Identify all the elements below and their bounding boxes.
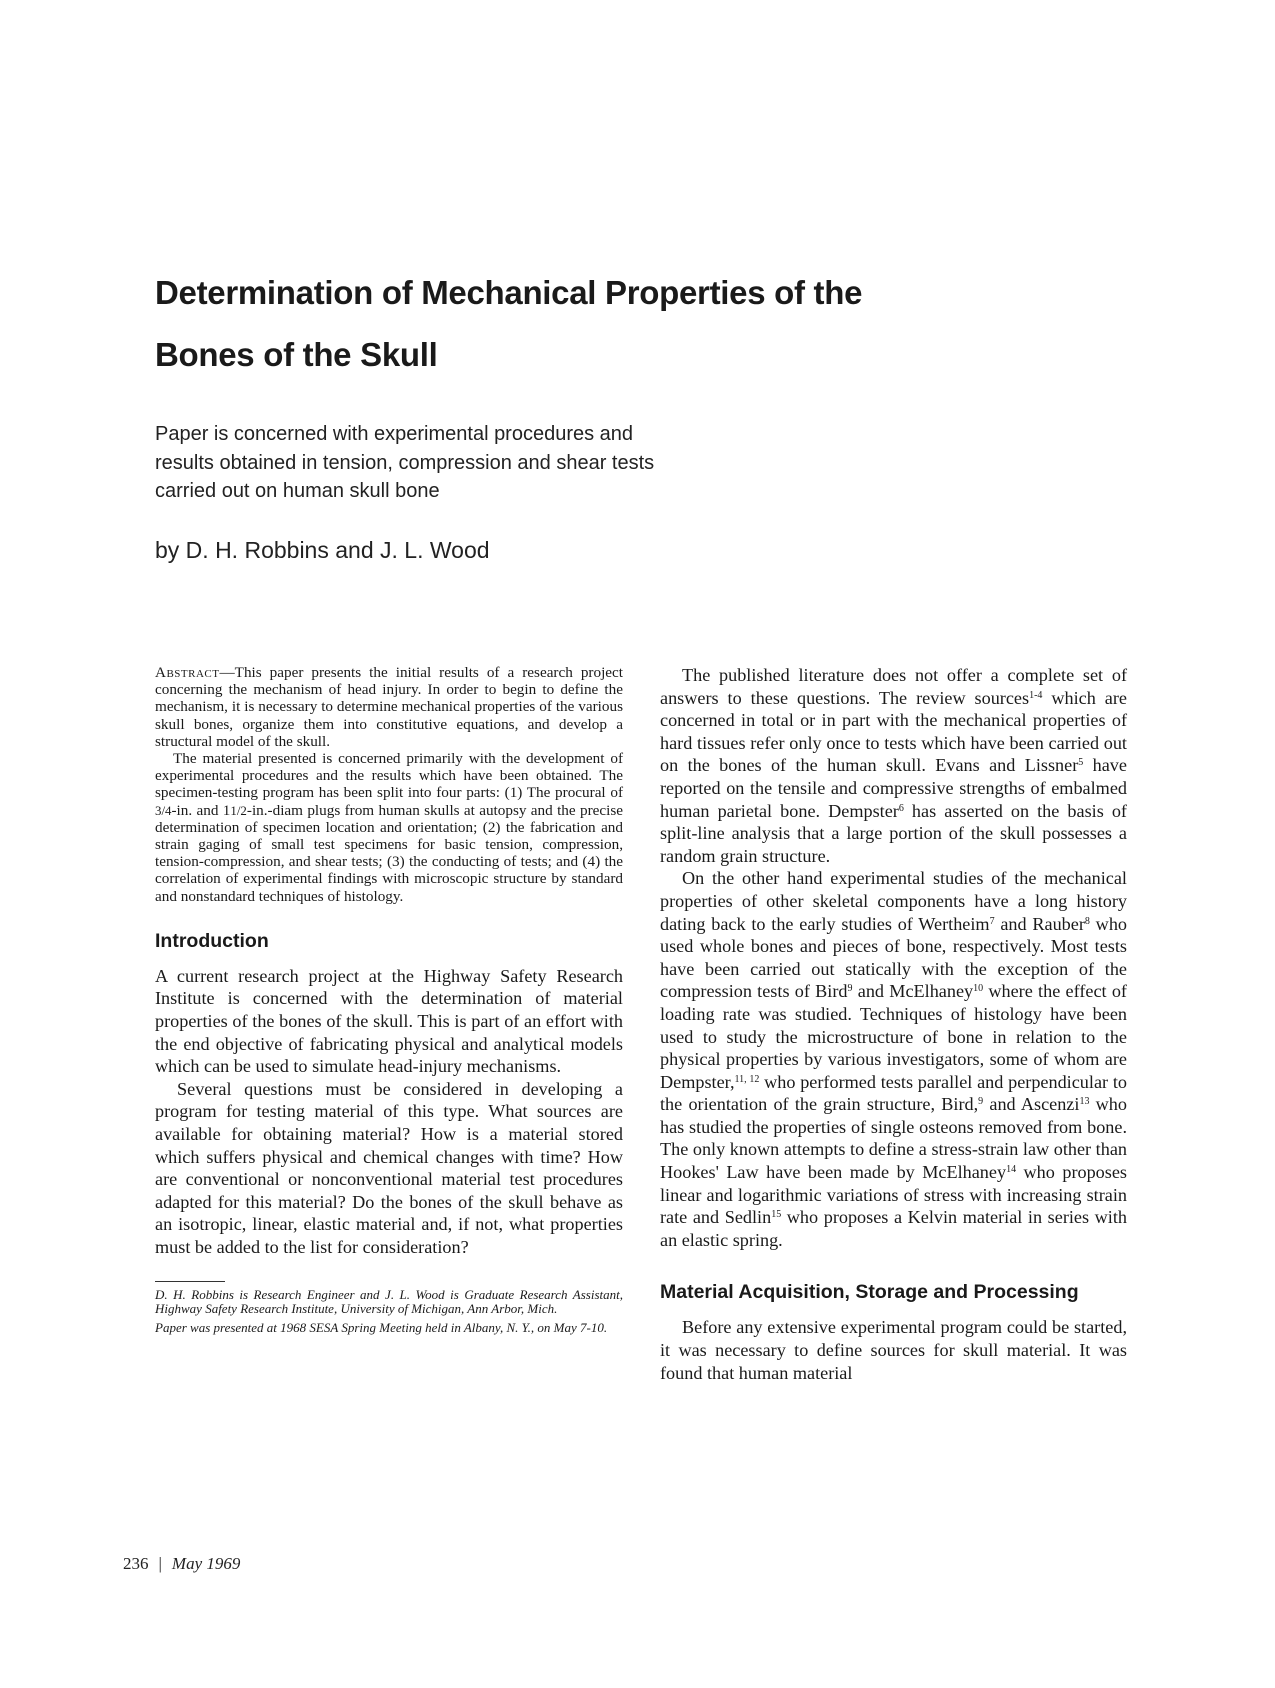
citation-ref: 7	[989, 915, 995, 927]
material-acquisition-body	[660, 1316, 1127, 1384]
subtitle-line-3: carried out on human skull bone	[155, 480, 440, 502]
fraction-one-half: 1/2	[230, 802, 247, 818]
footnotes	[155, 1281, 623, 1336]
right-column	[660, 664, 1127, 1384]
citation-ref: 15	[771, 1209, 782, 1221]
citation-ref: 13	[1079, 1096, 1090, 1108]
page-footer	[123, 1554, 240, 1574]
citation-ref: 1-4	[1029, 689, 1043, 701]
abstract	[155, 664, 623, 905]
literature-review-body	[660, 664, 1127, 1251]
introduction-paragraph-1: A current research project at the Highway Safety Research Institute is concerned with the determination of material properties of the bones of the skull. This is part of an effort with the end objective of fabricating physical and analytical models which can be used to simulate head-injury mechanisms.	[155, 965, 623, 1077]
fraction-three-quarters: 3/4	[155, 802, 172, 818]
paper-title	[155, 262, 955, 386]
abstract-paragraph-2: The material presented is concerned primarily with the development of experimental procedures and the results which have been obtained. The specimen-testing program has been split into four parts: (1) The procural of 3/4-in. and 11/2-in.-diam plugs from human skulls at autopsy and the precise determination of specimen location and orientation; (2) the fabrication and strain gaging of small test specimens for basic tension, compression, tension-compression, and shear tests; (3) the conducting of tests; and (4) the correlation of experimental findings with microscopic structure by standard and nonstandard techniques of histology.	[155, 750, 623, 905]
citation-ref: 6	[898, 802, 904, 814]
citation-ref: 10	[973, 983, 984, 995]
footnote-presented: Paper was presented at 1968 SESA Spring Meeting held in Albany, N. Y., on May 7-10.	[155, 1319, 608, 1335]
material-acquisition-heading: Material Acquisition, Storage and Processing	[660, 1281, 1079, 1304]
introduction-paragraph-2: Several questions must be considered in developing a program for testing material of this type. What sources are available for obtaining material? How is a material stored which suffers physical and chemical changes with time? How are conventional or nonconventional material test procedures adapted for this material? Do the bones of the skull behave as an isotropic, linear, elastic material and, if not, what properties must be added to the list for consideration?	[155, 1078, 623, 1257]
left-column	[155, 664, 623, 1339]
paper-subtitle	[155, 420, 755, 506]
footnote-rule	[155, 1281, 225, 1282]
citation-ref: 11, 12	[734, 1073, 760, 1085]
citation-ref: 9	[978, 1096, 984, 1108]
literature-paragraph-1: The published literature does not offer a complete set of answers to these questions. The review sources$^{1-4}$ which are concerned in total or in part with the mechanical properties of hard tissues refer only once to tests which have been carried out on the bones of the human skull. Evans and Lissner$^5$ have reported on the tensile and compressive strengths of embalmed human parietal bone. Dempster$^6$ has asserted on the basis of split-line analysis that a large portion of the skull possesses a random grain structure.	[660, 665, 1127, 866]
title-line-2: Bones of the Skull	[155, 336, 438, 373]
footer-divider: |	[158, 1554, 162, 1573]
page-number: 236	[123, 1554, 149, 1573]
author-byline: by D. H. Robbins and J. L. Wood	[155, 537, 490, 563]
citation-ref: 9	[847, 983, 853, 995]
abstract-label: Abstract	[155, 664, 220, 681]
abstract-paragraph-1: Abstract—This paper presents the initial results of a research project concerning the mechanism of head injury. In order to begin to define the mechanism, it is necessary to determine mechanical properties of the various skull bones, organize them into constitutive equations, and develop a structural model of the skull.	[155, 664, 623, 750]
subtitle-line-2: results obtained in tension, compression and shear tests	[155, 451, 655, 474]
footnote-authors: D. H. Robbins is Research Engineer and J. L. Wood is Graduate Research Assistant, Highway Safety Research Institute, University of Michigan, Ann Arbor, Mich.	[155, 1286, 623, 1317]
introduction-heading: Introduction	[155, 929, 269, 952]
introduction-body	[155, 965, 623, 1259]
citation-ref: 5	[1078, 757, 1084, 769]
title-line-1: Determination of Mechanical Properties of the	[155, 274, 863, 311]
subtitle-line-1: Paper is concerned with experimental procedures and	[155, 423, 634, 445]
issue-date: May 1969	[171, 1554, 241, 1573]
citation-ref: 14	[1006, 1164, 1017, 1176]
literature-paragraph-2: On the other hand experimental studies of the mechanical properties of other skeletal components have a long history dating back to the early studies of Wertheim$^7$ and Rauber$^8$ who used whole bones and pieces of bone, respectively. Most tests have been carried out statically with the exception of the compression tests of Bird$^9$ and McElhaney$^{10}$ where the effect of loading rate was studied. Techniques of histology have been used to study the microstructure of bone in relation to the physical properties by various investigators, some of whom are Dempster,$^{11, 12}$ who performed tests parallel and perpendicular to the orientation of the grain structure, Bird,$^9$ and Ascenzi$^{13}$ who has studied the properties of single osteons removed from bone. The only known attempts to define a stress-strain law other than Hookes' Law have been made by McElhaney$^{14}$ who proposes linear and logarithmic variations of stress with increasing strain rate and Sedlin$^{15}$ who proposes a Kelvin material in series with an elastic spring.	[660, 868, 1128, 1250]
citation-ref: 8	[1084, 915, 1090, 927]
material-paragraph-1: Before any extensive experimental program could be started, it was necessary to define sources for skull material. It was found that human material	[660, 1317, 1127, 1383]
